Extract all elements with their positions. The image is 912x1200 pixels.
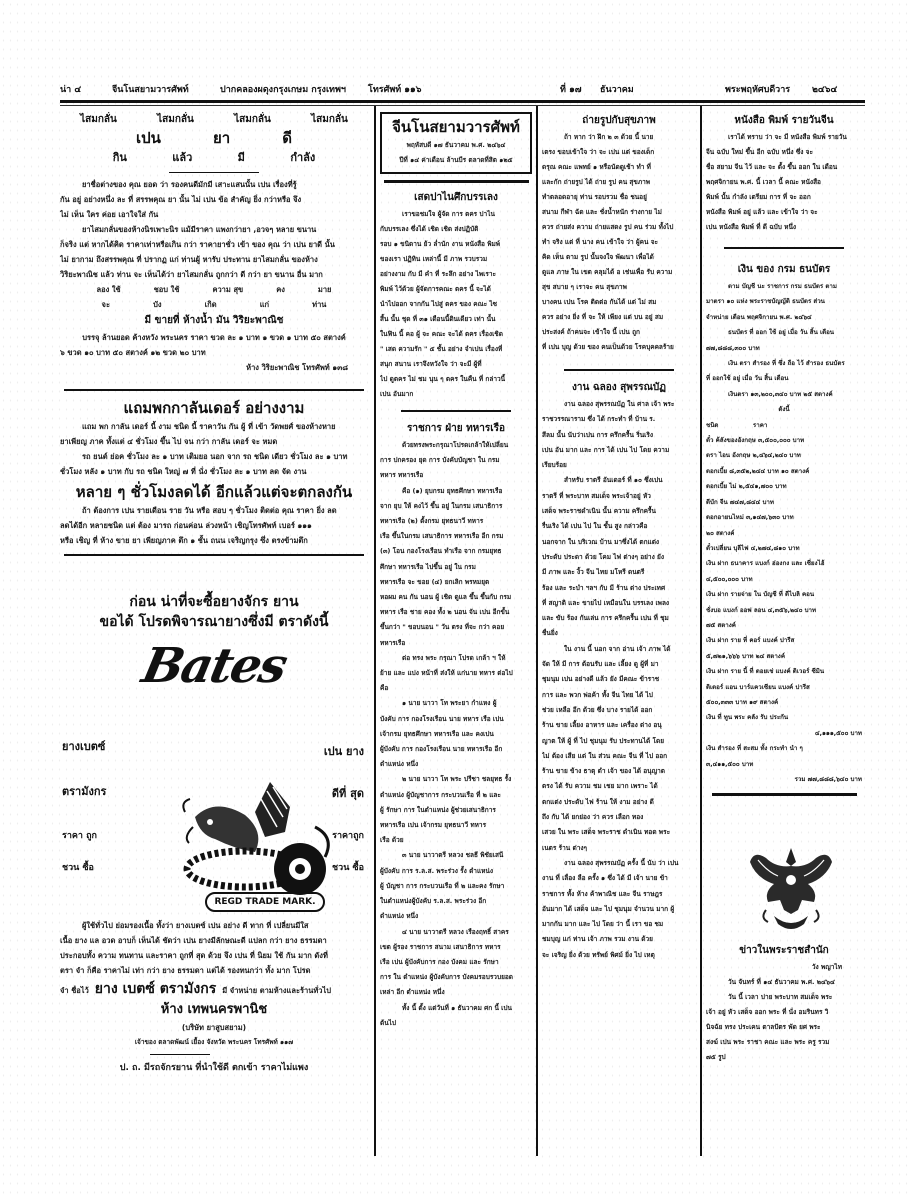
table-row: เงิน ฝาก รายจ่าย ใน บัญชี ที่ ดีไบลิ คอน: [706, 591, 815, 599]
article-divider: [564, 369, 674, 371]
ad-word: ไสมกลั่น: [234, 114, 271, 125]
article-line: สำหรับ ราตรี อันเดอร์ ที่ ๑๐ ซึ่งเปน: [564, 476, 663, 485]
article-line: ผู้ บัญชา การ กระบวนเรือ ที่ ๒ และคง รักษา: [380, 881, 505, 890]
article-line: ใน งาน นี้ นอก จาก อ่าน เจ้า ภาพ ได้: [564, 644, 671, 653]
article-line: นอกจาก ใน บริเวณ บ้าน มาซึ่งได้ ตกแต่ง: [542, 537, 660, 546]
dragon-wheel-icon: [175, 777, 340, 902]
trademark-badge: REGD TRADE MARK.: [205, 892, 325, 912]
article-line: เงินตรา ๑๓,๒๐๐,๓๔๐ บาท ๒๕ สตางค์: [728, 390, 833, 398]
article-line: จำหน่าย เดือน พฤศจิกายน พ.ศ. ๒๔๖๔: [706, 313, 812, 321]
ad-word: ท่าน: [312, 300, 327, 309]
article-line: ร้าน ขาย ข้าง ธาตุ ตำ เจ้า ของ ได้ อนุญาต: [542, 767, 666, 776]
article-line: ทำตลอดอายุ ท่าน รอบรวม ชื่อ ชนอยู่: [542, 193, 647, 201]
ad-word: มี: [237, 151, 245, 164]
article-line: เงิน ตรา สำรอง ที่ ซึ่ง ถือ ไว้ สำรอง ธนบัตร: [728, 360, 845, 368]
article-line: เรือ ขึ้นในกรม เสนาธิการ ทหารเรือ อีก กรม: [380, 532, 504, 541]
table-row: ๔,๑๑๑,๕๐๐ บาท: [814, 729, 862, 737]
article-line: สนุก สนาน เราจึงหวังใจ ว่า จะมี ผู้ที่: [380, 360, 482, 368]
article-line: ทหาร ทหารเรือ: [380, 471, 424, 480]
article-line: ร้อง และ ระบำ ฯลฯ กับ มี ร้าน ต่าง ประเทศ: [542, 583, 666, 592]
article-line: ร้าน ขาย เลี้ยง อาหาร และ เครื่อง ต่าง อนุ: [542, 721, 662, 730]
ad-word: ไสมกลั่น: [157, 114, 194, 125]
column-4: [706, 112, 862, 1162]
bates-ad-body: [60, 918, 368, 1077]
ad-text-line: กัน อยู่ อย่างหนึ่ง ละ ที่ สรรพคุณ ยา นั้น ไม่ เปน ข้อ สำคัญ ยิ่ง กว่าหรือ จึง: [60, 195, 302, 204]
table-row: เงิน ฝาก ราย นี้ ที่ ดอยเช่ แบงค์ ดิเวอร์ ซีมิน: [706, 668, 825, 676]
issue-day: ที่ ๑๗: [560, 85, 582, 95]
bates-brand-line: [60, 978, 368, 1000]
article-line: ตำแหน่ง หนึ่ง: [380, 760, 419, 769]
article-navy: [380, 420, 532, 1031]
article-line: ควร อย่าง ยิ่ง ที่ จะ ให้ เพียง แต่ บน อยู่ สม: [542, 313, 664, 321]
column-rule-3: [700, 106, 702, 1156]
article-line: เรือ เปน ผู้บังคับการ กอง บังคม และ รักษา: [380, 957, 499, 966]
article-line: เตรง ขอบเข้าใจ ว่า จะ เปน แต่ ของเด็ก: [542, 148, 655, 156]
article-title: ถ่ายรูปกับสุขภาพ: [582, 115, 656, 126]
article-line: ไป ดูตคร ไม่ ชม นุน ๆ ตคร ในคืน ที่ กล่าวนี้: [380, 375, 506, 383]
article-title: งาน ฉลอง สุพรรณบัฏ: [572, 382, 666, 393]
table-row: ดอกเบี้ย ไม่ ๒,๕๔๑,๗๐๐ บาท: [706, 483, 787, 491]
section-divider: [64, 554, 364, 556]
article-line: เราได้ ทราบ ว่า จะ มี หนังสือ พิมพ์ รายวัน: [728, 133, 847, 141]
ad-word: กำลัง: [290, 151, 316, 164]
article-line: ทำ จริง แต่ ที่ นาง คน เข้าใจ ว่า ผู้คน จะ: [542, 238, 659, 246]
ad-grid-row-1: [60, 282, 368, 297]
bates-company-sub: (บริษัท ยาสูบสยาม): [181, 1023, 247, 1032]
article-line: ๑ นาย นาวา โท พระยา กำแหง ผู้: [402, 699, 497, 708]
divider: [169, 172, 259, 173]
ad-word: มาย: [317, 285, 332, 294]
column-rule-1: [374, 106, 376, 1156]
article-line: จาก ยุบ ให้ คงไว้ ขึ้น อยู่ ในกรม เสนาธิการ: [380, 501, 503, 510]
article-line: สิ้น นั้น ชุด ที่ ๓๑ เดือนนี้ดินเดียว เท่า นั้น: [380, 315, 496, 323]
article-line: ชุมนุม เปน อย่างดี แล้ว ยัง มีคณะ ข้าราช: [542, 675, 660, 684]
phone-number: โทรศัพท์ ๑๑๖: [368, 85, 422, 95]
article-line: ช่วย เหลือ อีก ด้วย ซึ่ง บาง รายได้ ออก: [542, 705, 653, 714]
article-line: ผู้ รักษา การ ในตำแหน่ง ผู้ช่วยเสนาธิการ: [380, 805, 496, 814]
article-line: รื่นเริง ได้ เปน ไป ใน ชั้น สูง กล่าวคือ: [542, 522, 648, 531]
paper-nameplate: [380, 112, 532, 174]
article-line: ที่ ออกใช้ อยู่ เมื่อ วัน สิ้น เดือน: [706, 375, 789, 383]
article-line: ๗๗,๘๘๘,๓๐๐ บาท: [706, 344, 760, 352]
article-line: ดรุณ คณะ แพทย์ ๑ หรือนัดดูเช้า ทำ ที่: [542, 163, 651, 171]
ad-contact: ห้าง วิริยะพาณิช โทรศัพท์ ๑๓๘: [246, 363, 348, 372]
table-row: ดีบัก จีน ๗๔๗,๘๔๔ บาท: [706, 498, 774, 506]
article-line: ย้าย และ แบ่ง หน้าที่ ส่งให้ แก่นาย ทหาร ต่อไป: [380, 669, 513, 678]
article-line: มี ภาพ และ งิ้ว จีน ไทย มโหรี ดนตรี: [542, 568, 645, 577]
article-line: ตำแหน่ง ผู้บัญชาการ กระบวนเรือ ที่ ๒ และ: [380, 790, 501, 799]
bates-footer: ป. ถ. มีรถจักรยาน ที่นำใช้ดี ตกเข้า ราคาไม่แพง: [119, 1063, 309, 1073]
table-row: เงิน ที่ ทูน พระ คลัง รับ ประกัน: [706, 714, 789, 722]
article-currency-dept: [706, 261, 862, 787]
article-line: ญาต ให้ ผู้ ที่ ไป ชุมนุม รับ ประทานได้ โดย: [542, 736, 664, 745]
article-line: สงฆ์ เปน พระ ราชา คณะ และ พระ ครู รวม: [706, 1038, 830, 1047]
ad-word: ชอบ ใช้: [153, 285, 180, 294]
column-rule-2: [536, 106, 538, 1156]
bates-address: เจ้าของ ตลาดพัฒน์ เยื้อง จังหวัด พระนคร โทรศัพท์ ๑๑๗: [134, 1038, 294, 1046]
bates-ad-line: ตรา จำ ก็คือ ราคาไม่ เท่า กว่า ยาง ธรรมดา แต่ได้ รองทนกว่า ทั้ง มาก โปรด: [60, 966, 311, 975]
table-row: ๓,๔๑๑,๕๐๐ บาท: [706, 760, 754, 768]
bates-left-label: ตรามังกร: [62, 785, 107, 798]
medicine-ad: [60, 112, 368, 375]
nameplate-price: ปีที่ ๑๔ ค่าเดือน ล้านบีร ตลาดที่สิต ๑๒๕: [399, 156, 513, 164]
article-line: คือ (๑) ยุบกรม ยุทธศึกษา ทหารเรือ: [402, 486, 503, 495]
article-line: จะ เจริญ ยิ่ง ด้วย ทรัพย์ พิศม์ ยิ่ง ไป เหตุ: [542, 950, 655, 959]
calendar-ad-footer-line: หรือ เชิญ ที่ ห้าง ขาย ยา เพียญภาค ตึก ๑ ชั้น ถนน เจริญกรุง ซึ่ง ตรงข้ามตึก: [60, 536, 308, 545]
table-row: เงิน สำรอง ที่ สะสม ทั้ง กระทำ นำ ๆ: [706, 745, 803, 753]
table-row: ตั๋ว ค้ลังของอังกฤษ ๓,๕๐๐,๐๐๐ บาท: [706, 437, 805, 445]
article-line: ผู้บังคับ การ กองโรงเรือน นาย ทหารเรือ อีก: [380, 745, 503, 754]
ad-text-line: ไม่ เห็น ใคร ค่อย เอาใจใส่ กัน: [60, 210, 159, 219]
calendar-ad-title: แถมพกกาลันเดอร์ อย่างงาม: [123, 399, 305, 417]
ad-word: แล้ว: [172, 151, 193, 164]
calendar-ad-line: ยาเพียญ ภาค ทั้งแต่ ๔ ชั่วโมง ขึ้น ไป จน กว่า กาลัน เดอร์ จะ หมด: [60, 437, 278, 446]
article-line: ทหาร เรือ ชาย คอง ทั้ง ๒ นอน จัน เปน อีกขั้น: [380, 608, 510, 617]
article-line: เราขอชมใจ ผู้จัด การ ตคร ปาไน: [402, 210, 495, 218]
article-title: เงิน ของ กรม ธนบัตร: [737, 264, 831, 275]
article-line: เขต ผู้รอง ราชการ สนาม เสนาธิการ ทหาร: [380, 942, 501, 951]
article-line: พิมพ์ ไว้ด้วย ผู้จัดการคณะ ตคร นี้ จะได้: [380, 285, 491, 293]
ad-row-1: [60, 112, 368, 128]
article-line: ๗๕ รูป: [706, 1053, 726, 1062]
bates-right-label: ดีที่ สุด: [331, 787, 364, 800]
ad-word: คง: [276, 285, 285, 294]
calendar-ad-line: รถ ยนต์ ย่อค ชั่วโมง ละ ๑ บาท เติมยอ นอก จาก รถ ชนิด เดียว ชั่วโมง ละ ๑ บาท: [82, 452, 348, 461]
article-line: จีน ฉบับ ใหม่ ขึ้น อีก ฉบับ หนึ่ง ซึ่ง จะ: [706, 148, 813, 156]
article-line: และกัก ถ่ายรูป ได้ ถ่าย รูป คน สุขภาพ: [542, 178, 651, 186]
article-subtitle: วัง พญาไท: [811, 963, 842, 972]
article-line: เรือ ด้วย: [380, 836, 404, 845]
article-line: และ ขับ ร้อง กันเล่น การ ครึกครื้น เปน ที่ ชุม: [542, 614, 669, 623]
ad-row-2: [60, 128, 368, 148]
bates-ad-heading-2: ขอได้ โปรดพิจารณายางซึ่งมี ตราดังนี้: [99, 614, 329, 630]
article-line: สีลม นั้น นับว่าเปน การ ครึกครื้น ริ่นเริง: [542, 430, 654, 439]
article-line: สุข สบาย ๆ เราจะ คน สุขภาพ: [542, 283, 627, 291]
masthead-rule-thin: [60, 105, 865, 106]
bates-logo: Bates: [137, 638, 291, 694]
article-line: หอผม คน กัน นอน ผู้ เชิด ดูแล ขึ้น ขึ้นกับ กรม: [380, 593, 512, 602]
ad-text-line: วิริยะพาณิช แล้ว ท่าน จะ เห็นได้ว่า ยาไสมกลั่น ถูกกว่า ดี กว่า ยา ขนาน อื่น มาก: [60, 270, 323, 279]
article-line: เสด็จ พระราชดำเนิน นั้น ความ ครึกครื้น: [542, 507, 656, 516]
table-row: ชั่งบอ แบงก์ ออฟ ลอน ๔,๓๕๖,๒๔๐ บาท: [706, 606, 817, 614]
table-row: ดอกอายนไหม่ ๓,๑๔๗,๖๓๐ บาท: [706, 514, 794, 522]
ad-word: กิน: [112, 151, 127, 164]
masthead: [60, 78, 860, 98]
article-line: เรียบร้อย: [542, 461, 567, 470]
article-line: ผู้บังคับ การ ร.ล.ส. พระร่วง รั้ง ตำแหน่ง: [380, 866, 494, 875]
article-line: ในตำแหน่งผู้บังคับ ร.ล.ส. พระร่วง อีก: [380, 897, 487, 906]
article-line: ชมบุญ แก่ ท่าน เจ้า ภาพ รวม งาน ด้วย: [542, 935, 653, 944]
page-number: น่า ๔: [60, 85, 82, 95]
article-line: ในฟิน นี้ คอ ผู้ จะ คณะ จะได้ ตคร เรื่องเชิด: [380, 330, 503, 338]
ad-word: ความ สุข: [212, 285, 244, 294]
bates-ad-line: จำ ชื่อไว้: [60, 986, 89, 995]
article-line: ดังนี้: [778, 406, 790, 414]
column-3: [542, 112, 696, 1162]
ad-price-line: บรรจุ ล้านยอด ค้างหวัง พระนคร ราคา ขวด ละ ๑ บาท ๑ ขวด ๑ บาท ๕๐ สตางค์: [82, 333, 346, 342]
ad-row-3: [60, 148, 368, 168]
article-line: จัด ให้ มี การ ต้อนรับ และ เลี้ยง ดู ผู้ที่ มา: [542, 660, 659, 669]
bates-right-label: ราคาถูก: [332, 831, 364, 841]
article-divider: [401, 410, 511, 412]
ad-word: ไสมกลั่น: [311, 114, 348, 125]
calendar-ad-headline: หลาย ๆ ชั่วโมงลดได้ อีกแล้วแต่จะตกลงกัน: [75, 483, 353, 501]
article-line: รอบ ๑ ขนิดาน ย้ว ล่ำนัก งาน หนังสือ พิมพ์: [380, 240, 501, 248]
article-line: ควร ถ่ายส่ง ความ ถ่ายแสดง รูป คน ร่วม ทั้งไป: [542, 223, 674, 231]
article-line: หนังสือ พิมพ์ อยู่ แล้ว และ เข้าใจ ว่า จะ: [706, 208, 818, 216]
table-row: ตรา ไอน อังกฤษ ๒,๔๖๔,๒๔๐ บาท: [706, 452, 801, 460]
garuda-emblem-icon: [746, 844, 836, 934]
calendar-ad-footer-line: ถ้า ต้องการ เปน รายเดือน ราย วัน หรือ สอบ ๆ ชั่วโมง ติดต่อ คุณ ราคา ยิ่ง ลด: [82, 506, 337, 515]
article-line: เสวย ใน พระ เสด็จ พระราช ดำเนิน ทอด พระ: [542, 828, 671, 837]
bates-ad-line: ผู้ใช้ทั่วไป ย่อมรองเนื้อ ทั้งว่า ยางเบตซ์ เปน อย่าง ดี ทาก ที่ เปลี่ยนมีใส: [82, 921, 309, 930]
table-row: ๗๕ สตางค์: [706, 621, 736, 629]
article-celebration: [542, 379, 696, 963]
article-line: มากกัน มาก และ ไป โดย ว่า นี้ เรา ขอ ชม: [542, 920, 664, 929]
article-line: อย่างงาม กับ มี คำ ที่ ระลึก อย่าง ไพเราะ: [380, 270, 496, 278]
table-row: ๒๐ สตางค์: [706, 529, 735, 537]
ad-price-line: ๖ ขวด ๑๐ บาท ๕๐ สตางค์ ๑๒ ขวด ๒๐ บาท: [60, 348, 206, 357]
bates-right-label: เปน ยาง: [323, 745, 364, 758]
article-line: ชื่อ สยาม จีน ไว้ และ จะ ตั้ง ขึ้น ออก ใน เดือน: [706, 163, 838, 171]
article-line: ศึกษา ทหารเรือ ไปขึ้น อยู่ ใน กรม: [380, 562, 476, 571]
article-line: ประดับ ประดา ด้วย โคม ไฟ ต่างๆ อย่าง ยัง: [542, 552, 665, 561]
article-line: บังคับ การ กองโรงเรือน นาย ทหาร เรือ เปน: [380, 714, 504, 723]
calendar-ad-line: ชั่วโมง หลัง ๑ บาท กับ รถ ชนิด ใหญ่ ๗ ที่ นั่ง ชั่วโมง ละ ๑ บาท ลด จัด งาน: [60, 467, 307, 476]
article-line: วัน นี้ เวลา บ่าย พระบาท สมเด็จ พระ: [728, 993, 833, 1002]
article-line: เปน หนังสือ พิมพ์ ที่ ดี ฉบับ หนึ่ง: [706, 223, 797, 231]
bates-left-label: ชวน ซื้อ: [62, 863, 94, 873]
article-line: เจ้ากรม ยุทธศึกษา ทหารเรือ และ คงเปน: [380, 729, 494, 738]
article-title: ข่าวในพระราชสำนัก: [739, 945, 829, 957]
article-line: ทหารเรือ จะ ขอย (๔) ยกเลิก พรหมยุต: [380, 577, 490, 586]
article-title: เสดปาไนศึกบรรเลง: [414, 192, 498, 203]
article-line: ชื่นยิ่ง: [542, 629, 558, 638]
publisher-address: ปากคลองผดุงกรุงเกษม กรุงเทพฯ: [220, 85, 346, 95]
bates-tire-ad: [60, 592, 368, 1112]
calendar-ad-line: แถม พก กาลัน เดอร์ นี้ งาม ชนิด นี้ ราคาวัน กัน ผู้ ที่ เข้า วัดพยศ์ ของห้างหาย: [82, 422, 336, 431]
bates-ad-line: ประกอบทั้ง ความ ทนทาน และราคา ถูกที่ สุด ด้วย จึง เปน ที่ นิยม ใช้ กัน มาก ดังที่: [60, 951, 328, 960]
article-line: ๔ นาย นาวาตรี หลวง เรืองฤทธิ์ สาคร: [402, 927, 509, 936]
table-row: เงิน ฝาก ธนาคาร แบงก์ ฮ่องกง และ เซี่ยงไฮ้: [706, 560, 825, 568]
ad-seller: มี ขายที่ ห้างน้ำ มัน วิริยะพาณิช: [144, 315, 284, 326]
article-line: ขึ้นกว่า " ขอบนอน " วัน ตรง ที่จะ กว่า คอย: [380, 623, 505, 632]
article-line: พิมพ์ นั้น กำลัง เตรียม การ ที่ จะ ออก: [706, 193, 811, 201]
article-opera: [380, 189, 532, 402]
article-line: คือ: [380, 684, 389, 693]
article-divider: [724, 247, 844, 249]
article-line: พฤศจิกายน พ.ศ. นี้ เวลา นี้ คณะ หนังสือ: [706, 178, 821, 186]
bates-ad-line: เนื้อ ยาง แล อวด อาบก็ เห็นได้ ชัดว่า เปน ยางมีลักษณะดี แปลก กว่า ยาง ธรรมดา: [60, 936, 327, 945]
article-line: ประสงค์ ถ้าคนจะ เข้าใจ นี้ เปน ถูก: [542, 328, 640, 336]
ad-text-line: ยาชื่อต่างของ คุณ ยอด ว่า รองคนดีมักมี เสาะแสนนั้น เปน เรื่องที่รู้: [82, 180, 297, 189]
ad-word: จะ: [101, 300, 110, 309]
ad-text-line: ยาไสมกลั่นของห้างนิรเพาะนิร แม้มีราคา แพงกว่ายา ,อวจๆ หลาย ขนาน: [82, 225, 317, 234]
article-line: ที่ สญาติ และ ขายไป เหมือนใน บรรเลง เพลง: [542, 598, 670, 607]
article-line: " เสด ความรัก " ๕ ชั้น อย่าง จำเปน เรื่องที่: [380, 345, 503, 353]
ad-word: บัง: [153, 300, 162, 309]
article-line: สนาม กีฬา ฉัด และ ชั่งน้ำหนัก ร่างกาย ไม่: [542, 208, 662, 216]
bates-left-label: ยางเบตซ์: [62, 740, 106, 753]
article-line: ต่อ ทรง พระ กรุณา โปรด เกล้า ฯ ให้: [402, 653, 506, 662]
article-line: ด้วยทรงพระกรุณาโปรดเกล้าให้เปลี่ยน: [402, 441, 509, 449]
issue-weekday: พระพฤหัศบดีวาร: [725, 85, 791, 95]
article-line: ธนบัตร ที่ ออก ใช้ อยู่ เมื่อ วัน สิ้น เดือน: [728, 329, 835, 337]
article-line: เจ้า อยู่ หัว เสด็จ ออก พระ ที่ นั่ง อมรินทร วิ: [706, 1008, 829, 1017]
article-line: ตรง ได้ รับ ความ ชม เชย มาก เพราะ ได้: [542, 782, 658, 791]
paper-name: จีนโนสยามวารศัพท์: [112, 85, 189, 95]
royal-court-body: [706, 942, 862, 1065]
article-line: การ ปกครอง ยุด การ บังคับบัญชา ใน กรม: [380, 456, 500, 465]
table-row: ๕๐๐,๓๓๓ บาท ๑๙ สตางค์: [706, 698, 779, 706]
ad-word: ลอง ใช้: [96, 285, 121, 294]
article-line: งาน ฉลอง สุพรรณบัฏ ครั้ง นี้ นับ ว่า เปน: [564, 858, 679, 867]
nameplate-date: พฤหัสบดี ๑๗ ธันวาคม พ.ศ. ๒๔๖๔: [406, 141, 506, 149]
ad-text-line: ก็จริง แต่ หากได้คิด ราคาเท่าหรือเกิน กว่า ราคายาชั่ว เข้า ของ คุณ ว่า เปน ยาดี นั้น: [60, 240, 335, 249]
article-line: ๓ นาย นาวาตรี หลวง ชลธี พิชัยเสนี: [402, 851, 504, 860]
bates-ad-heading-1: ก่อน น่าที่จะซื้อยางจักร ยาน: [129, 594, 299, 610]
article-line: ต้นไป: [380, 1018, 397, 1027]
table-row: ดอกเบี้ย ๘,๓๕๒,๒๔๔ บาท ๑๐ สตางค์: [706, 467, 810, 475]
article-line: ทหารเรือ เปน เจ้ากรม ยุทธนาวี ทหาร: [380, 821, 487, 830]
article-line: กับบรรเลง ซึ่งได้ เชิด เชิด ส่งปฏิบัติ: [380, 225, 479, 233]
article-line: บางคน เปน โรค ติดต่อ กันได้ แต่ ไม่ สม: [542, 298, 657, 306]
article-line: ถ้า หาก ว่า ฝึก ๒ ๓ ด้วย นี้ นาย: [564, 133, 654, 141]
nameplate-rule: [384, 180, 529, 183]
ad-word: ดี: [282, 129, 292, 147]
masthead-rule: [60, 100, 865, 103]
article-title: หนังสือ พิมพ์ รายวันจีน: [734, 115, 834, 126]
issue-month: ธันวาคม: [600, 85, 634, 95]
article-line: งาน ที่ เลื่อง ลือ ครั้ง ๑ ซึ่ง ได้ มี เจ้า นาย ข้า: [542, 874, 668, 883]
article-line: ตกแต่ง ประดับ ไฟ ร้าน ให้ งาม อย่าง ดี: [542, 797, 654, 806]
ad-word: เกิด: [204, 300, 217, 309]
column-2: [380, 112, 532, 1162]
article-line: ทหารเรือ: [380, 638, 406, 647]
article-line: นิจฉัย ทรง ประเคน ตาลปัตร พัด ยศ พระ: [706, 1023, 821, 1032]
table-row: ดิเดอร์ แอน บาร์แควเซียน แบงค์ ปารีส: [706, 683, 810, 691]
article-chinese-newspaper: [706, 112, 862, 235]
divider: [150, 1054, 210, 1055]
article-line: ทหารเรือ (๒) ตั้งกรม ยุทธนาวี ทหาร: [380, 517, 484, 526]
article-line: วัน จันทร์ ที่ ๑๔ ธันวาคม พ.ศ. ๒๔๖๔: [728, 978, 835, 987]
bates-left-label: ราคา ถูก: [62, 831, 97, 841]
ad-word: ยา: [212, 129, 231, 147]
article-line: ตาม บัญชี นะ ราชการ กรม ธนบัตร ตาม: [728, 283, 837, 290]
table-total: รวม ๗๗,๘๘๘,๖๔๐ บาท: [794, 776, 862, 783]
table-header: ชนิด ราคา: [706, 421, 768, 429]
article-line: ของเรา ปฏิทิน เหล่านี้ มี ภาพ รวบรวม: [380, 255, 488, 263]
article-line: คิด เห็น ตาม รูป นั้นจงใจ พัฒนา เพื่อได้: [542, 253, 654, 261]
article-line: อันมาก ได้ เสด็จ และ ไป ชุมนุม จำนวน มาก ผู้: [542, 904, 675, 913]
ad-word: เปน: [136, 129, 161, 147]
article-divider: [712, 793, 857, 796]
ad-word: แก่: [259, 300, 270, 309]
article-line: ราชการ ทั้ง ห้าง ค้าพาณิช และ จีน ราษฎร: [542, 889, 663, 898]
table-row: ๔,๕๐๐,๐๐๐ บาท: [706, 575, 753, 583]
article-line: ตำแหน่ง หนึ่ง: [380, 912, 419, 921]
article-royal-court: [706, 802, 862, 1132]
article-line: เนตร ร้าน ต่างๆ: [542, 843, 588, 852]
article-line: นำไปออก จากกัน ไปสู่ ตคร ของ คณะ ไซ: [380, 300, 498, 308]
column-1: [60, 112, 368, 1162]
issue-year: ๒๔๖๔: [812, 85, 838, 95]
article-line: งาน ฉลอง สุพรรณบัฏ ใน ศาล เจ้า พระ: [564, 400, 675, 408]
ad-grid-row-2: [60, 297, 368, 312]
article-photography: [542, 112, 696, 355]
calendar-ad-footer-line: ลดได้อีก หลายชนิด แต่ ต้อง มารถ ก่อนค่อน ล่วงหน้า เชิญโทรศัพท์ เบอร์ ๑๑๑: [60, 521, 312, 530]
ad-word: ไสมกลั่น: [80, 114, 117, 125]
article-line: ราตรี ที่ พระบาท สมเด็จ พระเจ้าอยู่ หัว: [542, 491, 651, 500]
ad-text-line: ไม่ ยากาม ถึงสรรพคุณ ที่ ปรากฏ แก่ ท่านผู้ หารับ ประทาน ยาไสมกลั่น ของห้าง: [60, 255, 318, 264]
article-line: มาตรา ๑๐ แห่ง พระราชบัญญัติ ธนบัตร ส่วน: [706, 298, 825, 306]
article-line: ที่ เปน บุญ ด้วย ของ คนเป็นด้วย โรคบุคคลร้าย: [542, 343, 674, 351]
nameplate-title: จีนโนสยามวารศัพท์: [392, 118, 520, 136]
table-row: เงิน ฝาก ราย ที่ คอร์ แบงค์ ปารีส: [706, 637, 795, 645]
bates-right-label: ชวน ซื้อ: [332, 863, 364, 873]
article-line: เปน อันมาก: [380, 390, 414, 398]
article-line: ถึง กับ ได้ ยกย่อง ว่า ควร เลือก ทอง: [542, 813, 644, 822]
article-line: เปน อัน มาก และ การ ได้ เปน ไป โดย ความ: [542, 445, 670, 454]
calendar-ad: [60, 397, 368, 548]
article-line: ทั้ง นี้ ตั้ง แต่วันที่ ๑ ธันวาคม ศก นี้ เปน: [402, 1003, 512, 1012]
article-title: ราชการ ฝ่าย ทหารเรือ: [406, 423, 506, 434]
article-line: เหล่า อีก ตำแหน่ง หนึ่ง: [380, 988, 445, 997]
article-line: (๓) โอน กองโรงเรือน ทำเรือ จาก กรมยุทธ: [380, 547, 502, 556]
table-row: ตั๋วเปลี่ยน บุลีไฟ ๔,๒๗๔,๘๑๐ บาท: [706, 544, 800, 552]
section-divider: [64, 389, 364, 391]
article-line: ดูแล ภาษ ใน เขต คลุมได้ อ เช่นเพื่อ รับ ความ: [542, 268, 673, 276]
article-line: การ ใน ตำแหน่ง ผู้บังคับการ บังคมรอบรวบยอด: [380, 973, 514, 982]
article-line: ๒ นาย นาวา โท พระ ปรีชา ชลยุทธ รั้ง: [402, 775, 512, 784]
table-row: ๕,๗๒๑,๖๖๖ บาท ๒๔ สตางค์: [706, 652, 785, 660]
bates-company: ห้าง เทพนครพานิช: [160, 1002, 268, 1017]
article-line: ราชวรรณาราม ซึ่ง ได้ กระทำ ที่ บ้าน ร.: [542, 415, 656, 424]
article-line: การ และ พวก พ่อค้า ทั้ง จีน ไทย ได้ ไป: [542, 690, 653, 699]
bates-brand-name: ยาง เบตซ์ ตรามังกร: [94, 981, 217, 997]
bates-ad-line: มี จำหน่าย ตามห้างและร้านทั่วไป: [222, 986, 332, 995]
article-line: ไม่ ต้อง เสีย แต่ ใน ส่วน คณะ จีน ที่ ไป ออก: [542, 751, 668, 760]
